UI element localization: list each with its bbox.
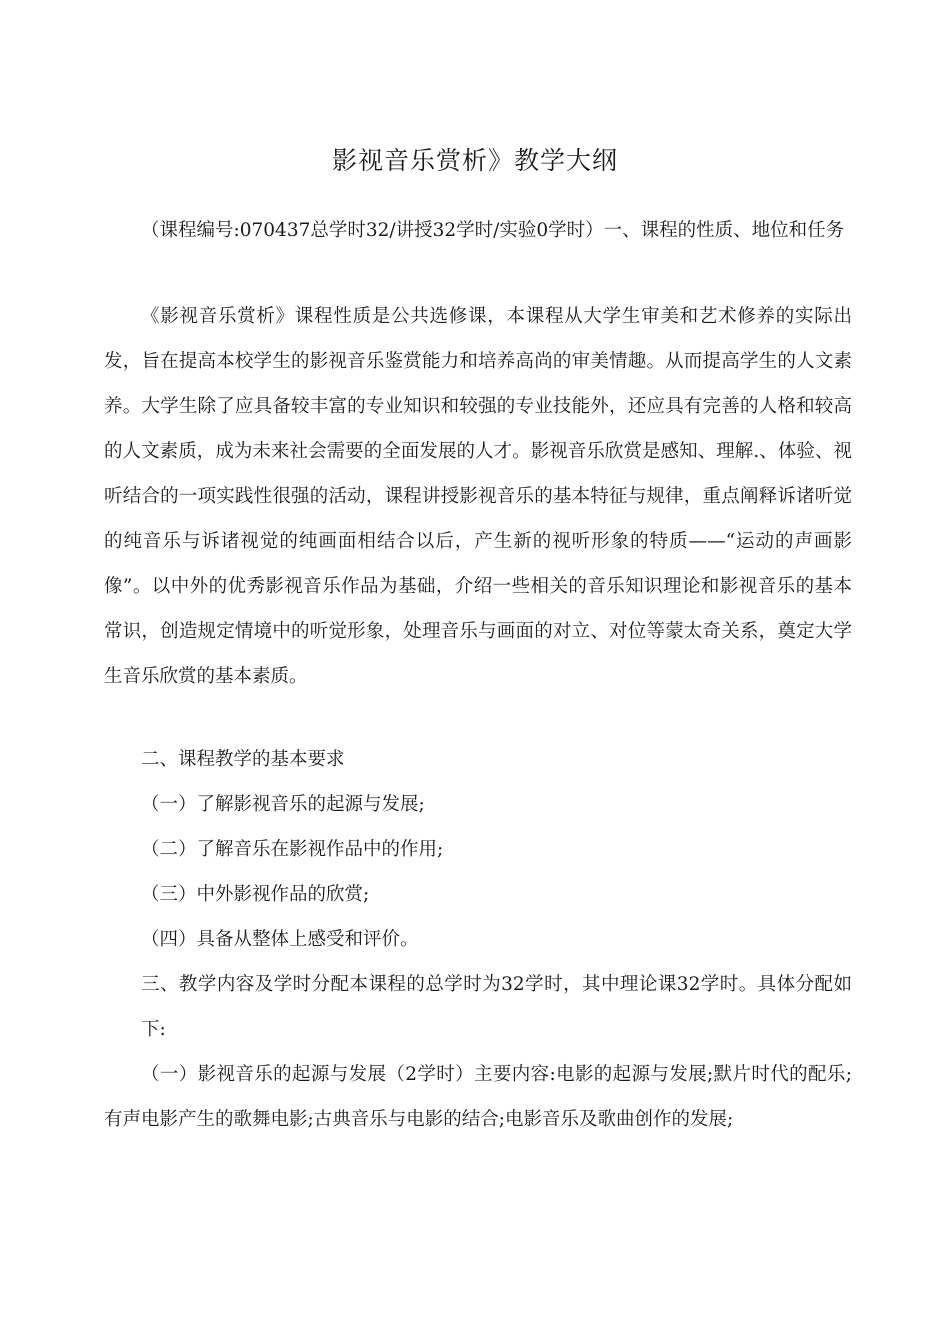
section-2-heading: 二、课程教学的基本要求 [141, 749, 345, 770]
requirement-item-1: （一）了解影视音乐的起源与发展; [141, 794, 425, 815]
requirement-item-4: （四）具备从整体上感受和评价。 [141, 929, 419, 950]
requirement-item-3: （三）中外影视作品的欣赏; [141, 884, 370, 905]
course-info-paragraph: （课程编号:070437总学时32/讲授32学时/实验0学时）一、课程的性质、地位和任务 [141, 220, 845, 241]
course-nature-paragraph: 《影视音乐赏析》课程性质是公共选修课，本课程从大学生审美和艺术修养的实际出发，旨在提高本校学生的影视音乐鉴赏能力和培养高尚的审美情趣。从而提高学生的人文素养。大学生除了应具备较丰富的专业知识和较强的专业技能外，还应具有完善的人格和较高的人文素质，成为未来社会需要的全面发展的人才。影视音乐欣赏是感知、理解.、体验、视听结合的一项实践性很强的活动，课程讲授影视音乐的基本特征与规律，重点阐释诉诸听觉的纯音乐与诉诸视觉的纯画面相结合以后，产生新的视听形象的特质——“运动的声画影像”。以中外的优秀影视音乐作品为基础，介绍一些相关的音乐知识理论和影视音乐的基本常识，创造规定情境中的听觉形象，处理音乐与画面的对立、对位等蒙太奇关系，奠定大学生音乐欣赏的基本素质。 [104, 306, 852, 687]
section-3-paragraph: 三、教学内容及学时分配本课程的总学时为32学时，其中理论课32学时。具体分配如下: [141, 974, 852, 1040]
requirement-item-2: （二）了解音乐在影视作品中的作用; [141, 839, 444, 860]
content-item-1-paragraph: （一）影视音乐的起源与发展（2学时）主要内容:电影的起源与发展;默片时代的配乐;有声电影产生的歌舞电影;古典音乐与电影的结合;电影音乐及歌曲创作的发展; [104, 1064, 852, 1130]
document-title: 影视音乐赏析》教学大纲 [331, 146, 618, 175]
